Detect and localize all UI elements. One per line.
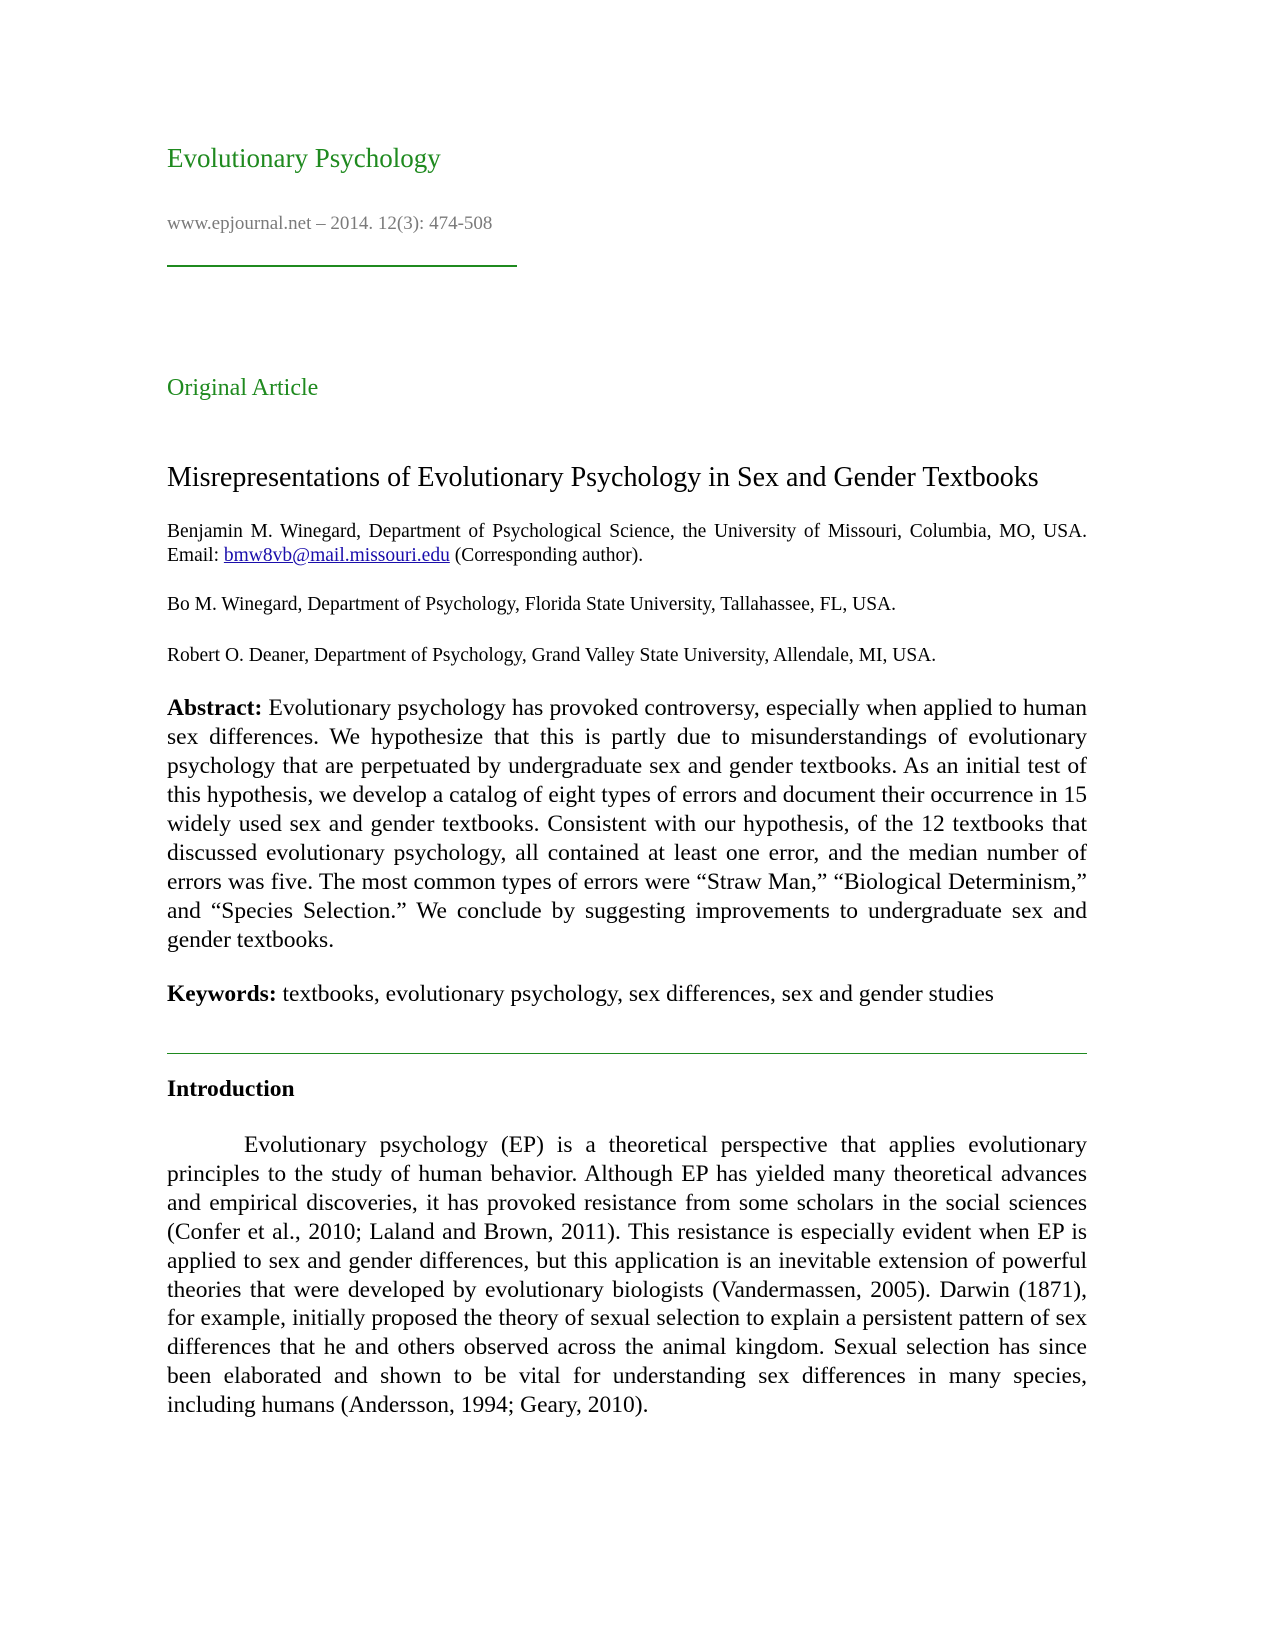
keywords-text: textbooks, evolutionary psychology, sex differences, sex and gender studies: [276, 981, 994, 1007]
abstract-text: Evolutionary psychology has provoked controversy, especially when applied to human sex differences. We hypothesize that this is partly due to misunderstandings of evolutionary psychology that are perpetuated by undergraduate sex and gender textbooks. As an initial test of this hypothesis, we develop a catalog of eight types of errors and document their occurrence in 15 widely used sex and gender textbooks. Consistent with our hypothesis, of the 12 textbooks that discussed evolutionary psychology, all contained at least one error, and the median number of errors was five. The most common types of errors were “Straw Man,” “Biological Determinism,” and “Species Selection.” We conclude by suggesting improvements to undergraduate sex and gender textbooks.: [167, 695, 1087, 953]
author-affiliation-1: [167, 520, 1087, 568]
author-affiliation-3: Robert O. Deaner, Department of Psychology, Grand Valley State University, Allendale, MI, USA.: [167, 645, 937, 666]
author-email-link[interactable]: bmw8vb@mail.missouri.edu: [223, 545, 450, 566]
introduction-paragraph: Evolutionary psychology (EP) is a theoretical perspective that applies evolutionary principles to the study of human behavior. Although EP has yielded many theoretical advances and empirical discoveries, it has provoked resistance from some scholars in the social sciences (Confer et al., 2010; Laland and Brown, 2011). This resistance is especially evident when EP is applied to sex and gender differences, but this application is an inevitable extension of powerful theories that were developed by evolutionary biologists (Vandermassen, 2005). Darwin (1871), for example, initially proposed the theory of sexual selection to explain a persistent pattern of sex differences that he and others observed across the animal kingdom. Sexual selection has since been elaborated and shown to be vital for understanding sex differences in many species, including humans (Andersson, 1994; Geary, 2010).: [167, 1132, 1087, 1419]
author-1-note: (Corresponding author).: [449, 545, 644, 566]
journal-citation: www.epjournal.net – 2014. 12(3): 474-508: [167, 213, 493, 234]
header-divider: [167, 265, 517, 267]
journal-title: Evolutionary Psychology: [167, 143, 441, 173]
abstract: [167, 694, 1087, 955]
section-divider: [167, 1053, 1087, 1054]
keywords-label: Keywords:: [167, 981, 277, 1007]
section-heading-introduction: Introduction: [167, 1076, 295, 1102]
keywords: [167, 980, 1087, 1009]
author-1-text: Benjamin M. Winegard, Department of Psychological Science, the University of Missouri, Columbia, MO, USA. Email:: [167, 521, 1087, 566]
author-affiliation-2: Bo M. Winegard, Department of Psychology, Florida State University, Tallahassee, FL, USA.: [167, 594, 896, 615]
article-title: Misrepresentations of Evolutionary Psychology in Sex and Gender Textbooks: [167, 462, 1039, 493]
article-type: Original Article: [167, 375, 319, 401]
abstract-label: Abstract:: [167, 695, 263, 721]
